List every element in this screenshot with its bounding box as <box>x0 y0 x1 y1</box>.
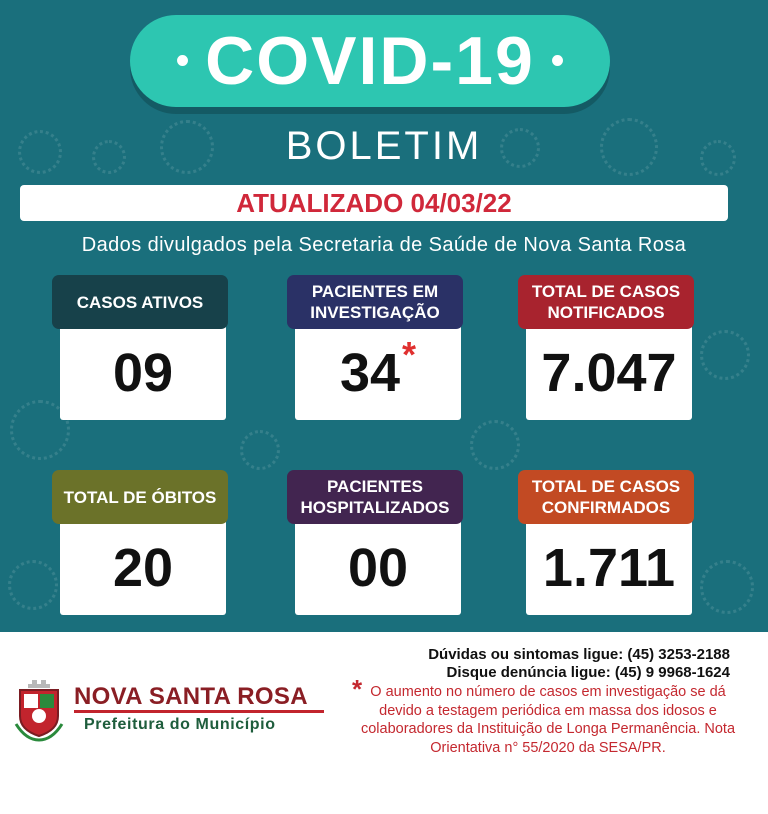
virus-decoration-icon <box>240 430 280 470</box>
card-under-investigation <box>287 275 463 420</box>
card-notified-cases <box>518 275 694 420</box>
title-banner <box>130 15 610 107</box>
report-phone: Disque denúncia ligue: (45) 9 9968-1624 <box>446 664 730 681</box>
card-active-cases <box>52 275 228 420</box>
investigation-note <box>352 674 744 757</box>
card-value-box <box>526 325 692 420</box>
card-confirmed-cases <box>518 470 694 615</box>
contact-info <box>360 646 730 682</box>
source-subtitle: Dados divulgados pela Secretaria de Saúde de Nova Santa Rosa <box>81 234 687 256</box>
asterisk-marker: * <box>352 674 363 704</box>
virus-decoration-icon <box>470 420 520 470</box>
card-label: PACIENTES EM INVESTIGAÇÃO <box>287 275 463 329</box>
card-label: PACIENTES HOSPITALIZADOS <box>287 470 463 524</box>
card-value: 1.711 <box>542 537 676 598</box>
virus-decoration-icon <box>700 330 750 380</box>
virus-decoration-icon <box>700 560 754 614</box>
card-value: 00 <box>347 537 409 598</box>
card-value-box <box>60 325 226 420</box>
virus-decoration-icon <box>8 560 58 610</box>
card-label: CASOS ATIVOS <box>52 275 228 329</box>
asterisk-marker: * <box>402 333 417 375</box>
municipality-name: NOVA SANTA ROSA <box>74 683 308 710</box>
logo-divider <box>74 710 324 713</box>
card-value: 7.047 <box>541 342 677 403</box>
updated-date-bar: ATUALIZADO 04/03/22 <box>20 185 728 221</box>
card-value: 34 <box>339 342 401 403</box>
card-value-box <box>295 325 461 420</box>
card-deaths <box>52 470 228 615</box>
card-label: TOTAL DE ÓBITOS <box>52 470 228 524</box>
bullet-dot: • <box>175 39 190 82</box>
municipal-coat-of-arms-icon <box>14 678 64 742</box>
card-value-box <box>295 520 461 615</box>
card-label: TOTAL DE CASOS CONFIRMADOS <box>518 470 694 524</box>
page-title: COVID-19 <box>205 23 535 99</box>
municipality-subtitle: Prefeitura do Município <box>84 716 276 733</box>
card-hospitalized <box>287 470 463 615</box>
bulletin-heading: BOLETIM <box>285 124 483 168</box>
card-value: 09 <box>112 342 174 403</box>
note-text: O aumento no número de casos em investigação se dá devido a testagem periódica em massa dos idosos e colaboradores da Instituição de Longa Permanência. Nota Orientativa n° 55/2020 da SESA/PR. <box>360 684 736 756</box>
card-value-box <box>60 520 226 615</box>
card-value-box <box>526 520 692 615</box>
bullet-dot: • <box>550 39 565 82</box>
card-label: TOTAL DE CASOS NOTIFICADOS <box>518 275 694 329</box>
symptoms-phone: Dúvidas ou sintomas ligue: (45) 3253-2188 <box>428 646 730 663</box>
card-value: 20 <box>112 537 174 598</box>
